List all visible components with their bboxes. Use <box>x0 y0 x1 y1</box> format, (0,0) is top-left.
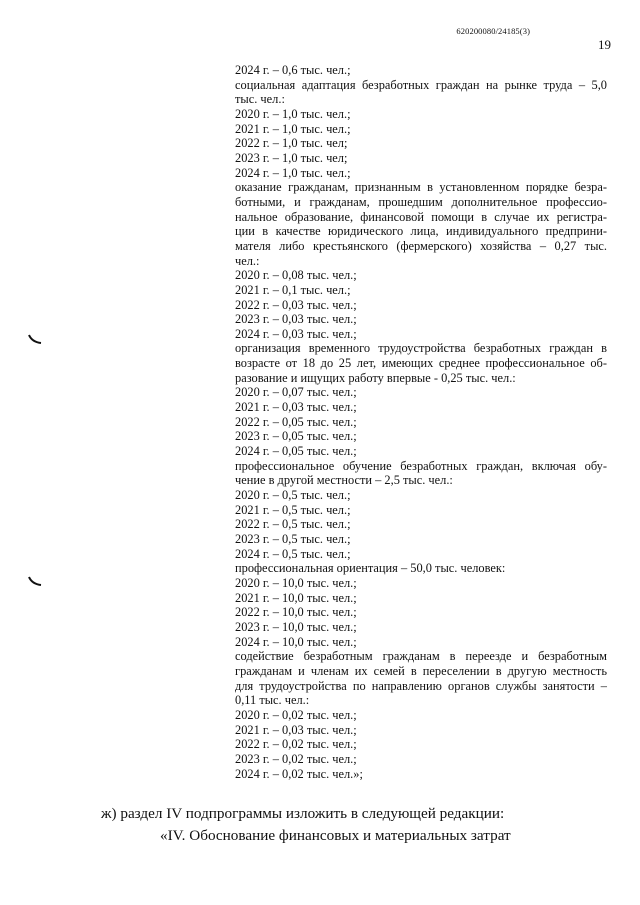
text-line: 2024 г. – 0,05 тыс. чел.; <box>235 444 357 459</box>
section-instruction: ж) раздел IV подпрограммы изложить в следующей редакции: <box>101 805 505 822</box>
text-line: 2023 г. – 0,5 тыс. чел.; <box>235 532 351 546</box>
text-line: 2022 г. – 0,03 тыс. чел.; <box>235 297 357 312</box>
text-line: 2020 г. – 0,07 тыс. чел.; <box>235 385 357 400</box>
text-line: 2020 г. – 0,02 тыс. чел.; <box>235 707 357 722</box>
text-line: 2024 г. – 10,0 тыс. чел.; <box>235 634 357 649</box>
text-line: 2024 г. – 0,6 тыс. чел.; <box>235 63 351 77</box>
text-line: 2024 г. – 0,5 тыс. чел.; <box>235 546 351 561</box>
text-line: разование и ищущих работу впервые - 0,25 тыс. чел.: <box>235 370 516 385</box>
text-line: профессиональное обучение безработных граждан, включая обу- <box>235 458 607 473</box>
margin-mark <box>28 576 42 586</box>
text-line: 2020 г. – 0,08 тыс. чел.; <box>235 268 357 283</box>
text-line: мателя либо крестьянского (фермерского) хозяйства – 0,27 тыс. <box>235 238 607 253</box>
text-line: для трудоустройства по направлению органов службы занятости – <box>235 678 607 693</box>
text-line: гражданам и членам их семей в переселении в другую местность <box>235 663 607 678</box>
text-line: 2021 г. – 0,03 тыс. чел.; <box>235 400 357 415</box>
text-line: ции в качестве юридического лица, индивидуального предприни- <box>235 224 607 239</box>
section-heading: «IV. Обоснование финансовых и материальных затрат <box>160 827 511 844</box>
text-column <box>235 63 607 781</box>
text-line: 2023 г. – 1,0 тыс. чел; <box>235 150 348 165</box>
text-line: 2022 г. – 0,02 тыс. чел.; <box>235 737 357 752</box>
text-line: 2021 г. – 0,1 тыс. чел.; <box>235 282 351 297</box>
text-line: 2022 г. – 0,05 тыс. чел.; <box>235 414 357 429</box>
text-line: 2023 г. – 0,05 тыс. чел.; <box>235 429 357 444</box>
page-number: 19 <box>598 37 611 52</box>
text-line: 2023 г. – 0,03 тыс. чел.; <box>235 312 357 327</box>
text-line: 2020 г. – 1,0 тыс. чел.; <box>235 106 351 121</box>
text-line: ботными, и гражданам, прошедшим дополнительное профессио- <box>235 194 607 209</box>
text-line: 2024 г. – 0,02 тыс. чел.»; <box>235 766 363 781</box>
text-line: 2024 г. – 0,03 тыс. чел.; <box>235 326 357 341</box>
text-line: возрасте от 18 до 25 лет, имеющих среднее профессиональное об- <box>235 356 607 371</box>
text-line: чение в другой местности – 2,5 тыс. чел.: <box>235 473 453 488</box>
text-line: 2021 г. – 0,03 тыс. чел.; <box>235 722 357 737</box>
text-line: содействие безработным гражданам в переезде и безработным <box>235 649 607 664</box>
text-line: 2023 г. – 10,0 тыс. чел.; <box>235 619 357 634</box>
text-line: 0,11 тыс. чел.: <box>235 693 310 708</box>
text-line: организация временного трудоустройства безработных граждан в <box>235 341 607 356</box>
text-line: 2022 г. – 10,0 тыс. чел.; <box>235 605 357 620</box>
text-line: оказание гражданам, признанным в установленном порядке безра- <box>235 180 607 195</box>
text-line: чел.: <box>235 253 260 268</box>
text-line: 2023 г. – 0,02 тыс. чел.; <box>235 751 357 766</box>
margin-mark <box>28 334 42 344</box>
text-line: 2024 г. – 1,0 тыс. чел.; <box>235 165 351 180</box>
text-line: 2022 г. – 1,0 тыс. чел; <box>235 136 348 151</box>
text-line: 2022 г. – 0,5 тыс. чел.; <box>235 517 351 532</box>
text-line: 2020 г. – 0,5 тыс. чел.; <box>235 488 351 503</box>
text-line: нальное образование, финансовой помощи в случае их регистра- <box>235 209 607 224</box>
text-line: профессиональная ориентация – 50,0 тыс. человек: <box>235 561 506 576</box>
text-line: 2021 г. – 10,0 тыс. чел.; <box>235 590 357 605</box>
text-line: 2021 г. – 1,0 тыс. чел.; <box>235 121 351 136</box>
text-line: 2020 г. – 10,0 тыс. чел.; <box>235 575 357 590</box>
text-line: 2021 г. – 0,5 тыс. чел.; <box>235 502 351 517</box>
text-line: социальная адаптация безработных граждан на рынке труда – 5,0 <box>235 77 607 92</box>
text-line: тыс. чел.: <box>235 92 285 107</box>
document-id: 620200080/24185(3) <box>456 26 530 36</box>
